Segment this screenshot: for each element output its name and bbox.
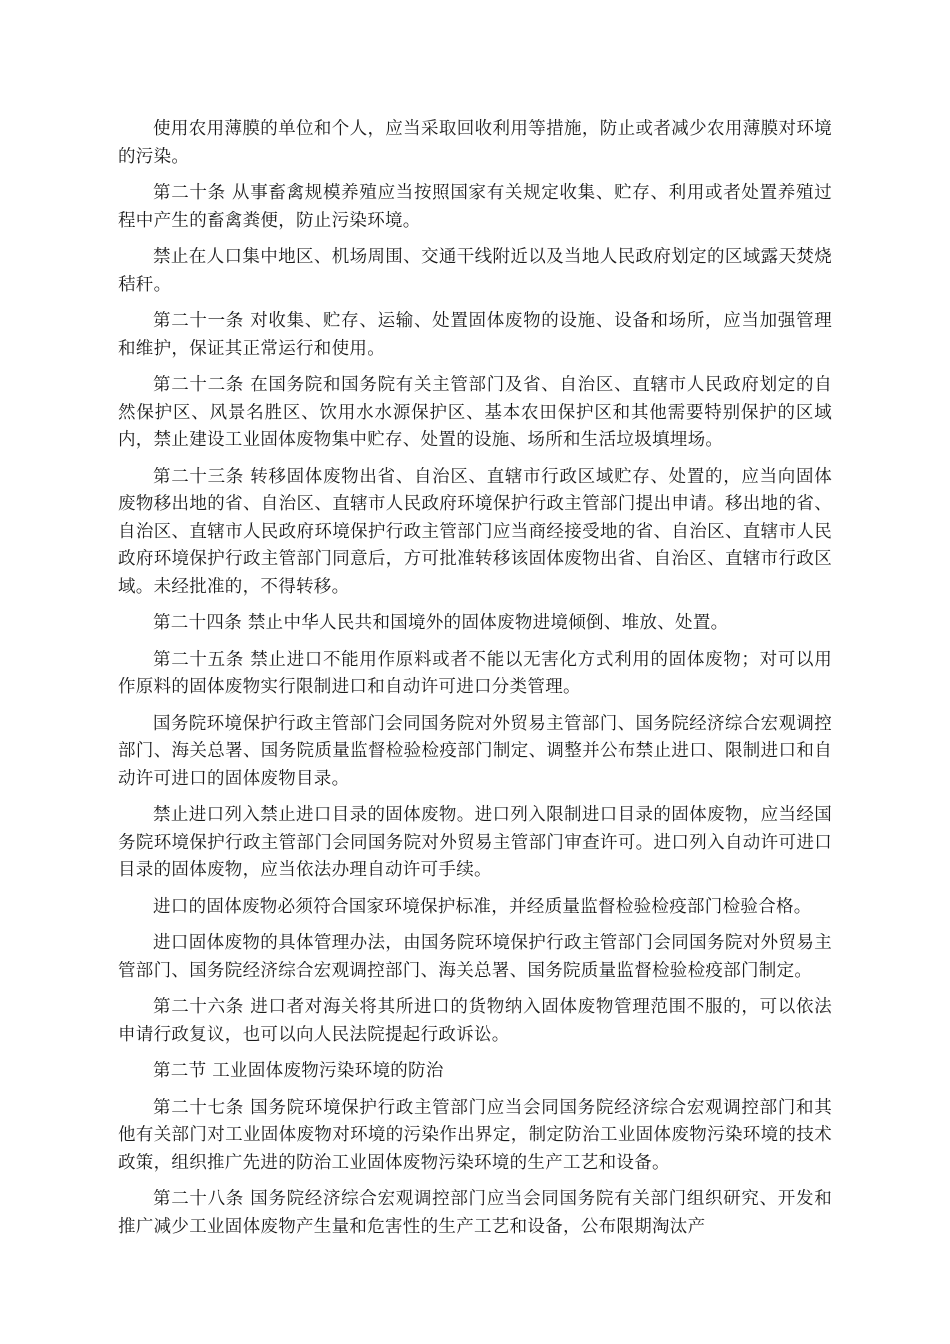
- paragraph-2: 第二十条 从事畜禽规模养殖应当按照国家有关规定收集、贮存、利用或者处置养殖过程中产生的畜禽粪便，防止污染环境。: [118, 183, 832, 231]
- paragraph-12: 进口固体废物的具体管理办法，由国务院环境保护行政主管部门会同国务院对外贸易主管部门、国务院经济综合宏观调控部门、海关总署、国务院质量监督检验检疫部门制定。: [118, 933, 832, 981]
- paragraph-10: 禁止进口列入禁止进口目录的固体废物。进口列入限制进口目录的固体废物，应当经国务院环境保护行政主管部门会同国务院对外贸易主管部门审查许可。进口列入自动许可进口目录的固体废物，应当依法办理自动许可手续。: [118, 805, 832, 880]
- paragraph-5: 第二十二条 在国务院和国务院有关主管部门及省、自治区、直辖市人民政府划定的自然保护区、风景名胜区、饮用水水源保护区、基本农田保护区和其他需要特别保护的区域内，禁止建设工业固体废物集中贮存、处置的设施、场所和生活垃圾填埋场。: [118, 375, 832, 450]
- paragraph-15: 第二十七条 国务院环境保护行政主管部门应当会同国务院经济综合宏观调控部门和其他有关部门对工业固体废物对环境的污染作出界定，制定防治工业固体废物污染环境的技术政策，组织推广先进的防治工业固体废物污染环境的生产工艺和设备。: [118, 1097, 832, 1173]
- paragraph-9: 国务院环境保护行政主管部门会同国务院对外贸易主管部门、国务院经济综合宏观调控部门、海关总署、国务院质量监督检验检疫部门制定、调整并公布禁止进口、限制进口和自动许可进口的固体废物目录。: [118, 713, 832, 789]
- paragraph-3: 禁止在人口集中地区、机场周围、交通干线附近以及当地人民政府划定的区域露天焚烧秸秆。: [118, 247, 832, 295]
- paragraph-11: 进口的固体废物必须符合国家环境保护标准，并经质量监督检验检疫部门检验合格。: [153, 896, 812, 917]
- section-heading: 第二节 工业固体废物污染环境的防治: [153, 1061, 444, 1081]
- paragraph-16: 第二十八条 国务院经济综合宏观调控部门应当会同国务院有关部门组织研究、开发和推广减少工业固体废物产生量和危害性的生产工艺和设备，公布限期淘汰产: [118, 1189, 832, 1237]
- document-body: [118, 116, 832, 1250]
- paragraph-4: 第二十一条 对收集、贮存、运输、处置固体废物的设施、设备和场所，应当加强管理和维护，保证其正常运行和使用。: [118, 311, 832, 359]
- paragraph-7: 第二十四条 禁止中华人民共和国境外的固体废物进境倾倒、堆放、处置。: [153, 613, 729, 633]
- paragraph-13: 第二十六条 进口者对海关将其所进口的货物纳入固体废物管理范围不服的，可以依法申请行政复议，也可以向人民法院提起行政诉讼。: [118, 997, 832, 1045]
- paragraph-8: 第二十五条 禁止进口不能用作原料或者不能以无害化方式利用的固体废物；对可以用作原料的固体废物实行限制进口和自动许可进口分类管理。: [118, 649, 832, 697]
- paragraph-6: 第二十三条 转移固体废物出省、自治区、直辖市行政区域贮存、处置的，应当向固体废物移出地的省、自治区、直辖市人民政府环境保护行政主管部门提出申请。移出地的省、自治区、直辖市人民政府环境保护行政主管部门应当商经接受地的省、自治区、直辖市人民政府环境保护行政主管部门同意后，方可批准转移该固体废物出省、自治区、直辖市行政区域。未经批准的，不得转移。: [118, 466, 832, 597]
- paragraph-1: 使用农用薄膜的单位和个人，应当采取回收利用等措施，防止或者减少农用薄膜对环境的污染。: [118, 119, 832, 167]
